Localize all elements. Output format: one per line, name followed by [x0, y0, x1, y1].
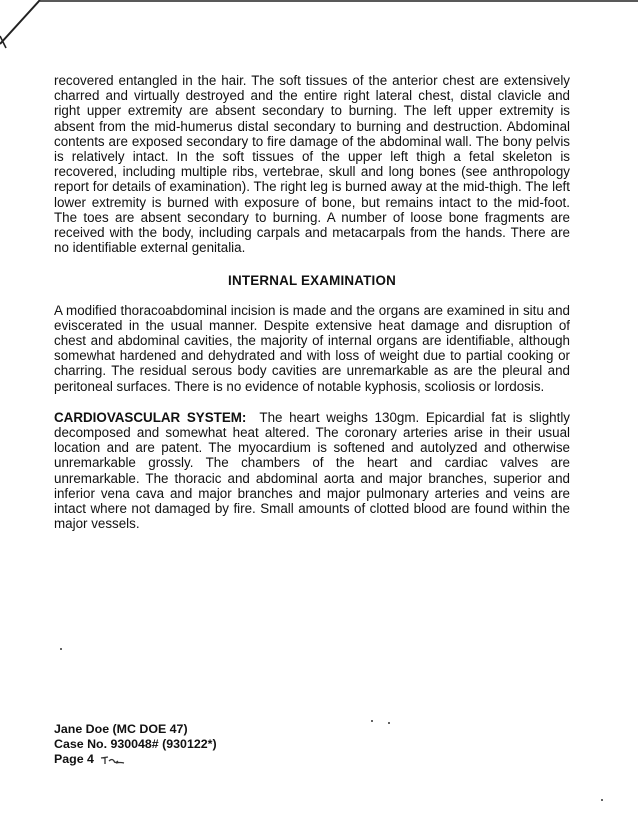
cardiovascular-section: [54, 410, 570, 532]
handwritten-initials-icon: [100, 754, 126, 766]
internal-examination-heading: INTERNAL EXAMINATION: [228, 273, 396, 289]
page-footer: [54, 722, 217, 767]
external-exam-continuation: recovered entangled in the hair. The soft tissues of the anterior chest are extensively charred and virtually destroyed and the entire right lateral chest, distal clavicle and right upper extremity are absent secondary to burning. The left upper extremity is absent from the mid-humerus distal secondary to burning and destruction. Abdominal contents are exposed secondary to fire damage of the abdominal wall. The bony pelvis is relatively intact. In the soft tissues of the upper left thigh a fetal skeleton is recovered, including multiple ribs, vertebrae, skull and long bones (see anthropology report for details of examination). The right leg is burned away at the mid-thigh. The left lower extremity is burned with exposure of bone, but remains intact to the mid-foot. The toes are absent secondary to burning. A number of loose bone fragments are received with the body, including carpals and metacarpals from the hands. There are no identifiable external genitalia.: [54, 73, 570, 256]
cardiovascular-label: CARDIOVASCULAR SYSTEM:: [54, 409, 247, 425]
scan-speck: [60, 648, 62, 650]
report-body: [54, 73, 570, 531]
internal-examination-text: A modified thoracoabdominal incision is made and the organs are examined in situ and eviscerated in the usual manner. Despite extensive heat damage and disruption of chest and abdominal cavities, the majority of internal organs are identifiable, although somewhat hardened and dehydrated and with loss of weight due to partial cooking or charring. The residual serous body cavities are unremarkable as are the pleural and peritoneal surfaces. There is no evidence of notable kyphosis, scoliosis or lordosis.: [54, 302, 570, 394]
scan-speck: [388, 722, 390, 724]
footer-page-number: Page 4: [54, 752, 94, 766]
footer-patient-name: Jane Doe (MC DOE 47): [54, 722, 188, 736]
footer-case-number: Case No. 930048# (930122*): [54, 737, 217, 751]
footer-page-line: [54, 752, 217, 767]
page-corner-fold: [0, 0, 638, 60]
scan-speck: [601, 799, 603, 801]
scan-speck: [371, 720, 373, 722]
cardiovascular-text: The heart weighs 130gm. Epicardial fat is slightly decomposed and somewhat heat altered. The coronary arteries arise in their usual location and are patent. The myocardium is softened and autolyzed and otherwise unremarkable grossly. The chambers of the heart and cardiac valves are unremarkable. The thoracic and abdominal aorta and major branches, superior and inferior vena cava and major branches and major pulmonary arteries and veins are intact where not damaged by fire. Small amounts of clotted blood are found within the major vessels.: [54, 409, 570, 532]
